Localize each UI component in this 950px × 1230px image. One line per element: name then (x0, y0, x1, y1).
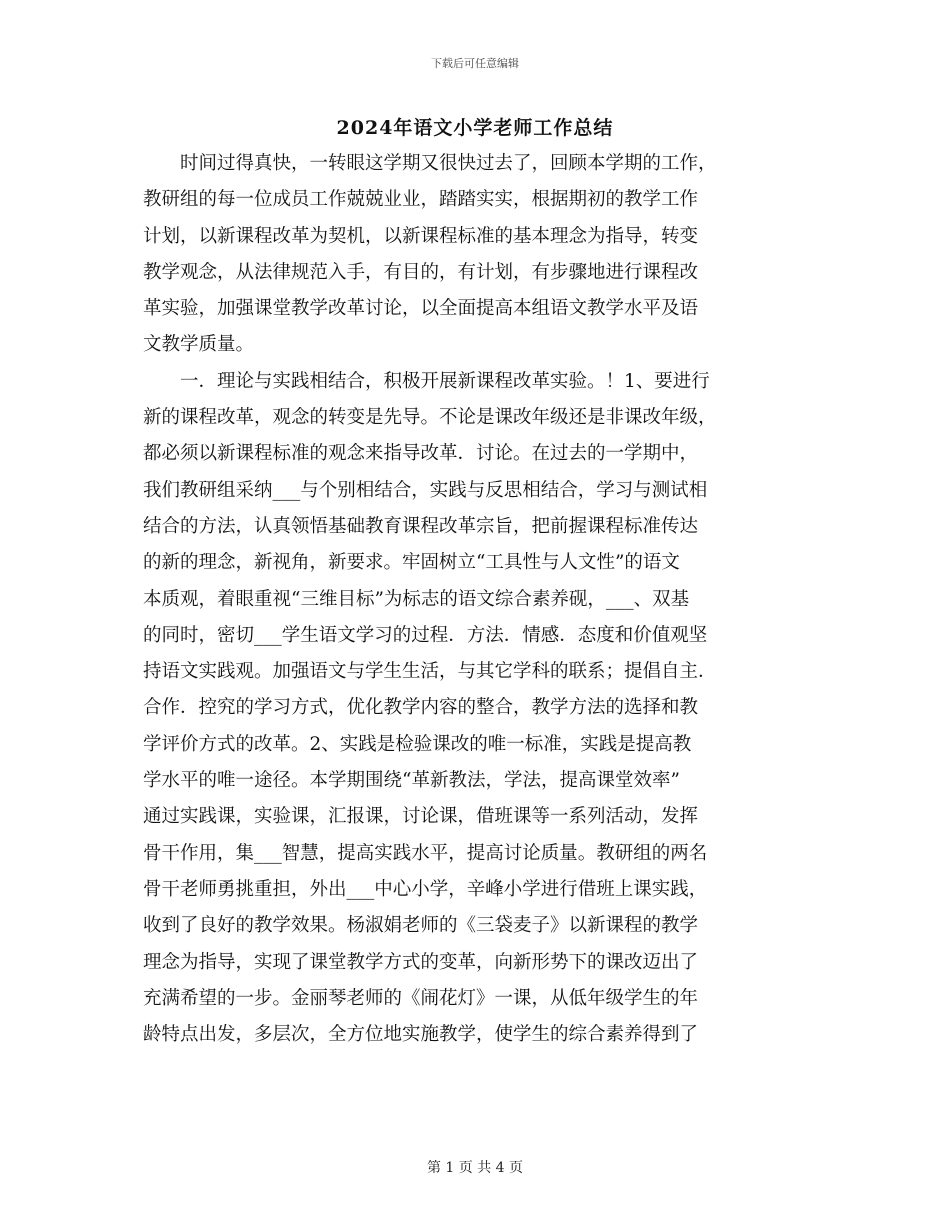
page-footer: 第 1 页 共 4 页 (426, 1160, 524, 1176)
body-line: 革实验，加强课堂教学改革讨论，以全面提高本组语文教学水平及语 (143, 298, 699, 320)
page-header: 下载后可任意编辑 (431, 57, 519, 70)
body-line: 教研组的每一位成员工作兢兢业业，踏踏实实，根据期初的教学工作 (143, 189, 699, 211)
body-line: 学评价方式的改革。2、实践是检验课改的唯一标准，实践是提高教 (143, 733, 692, 755)
body-line: 通过实践课，实验课，汇报课，讨论课，借班课等一系列活动，发挥 (143, 806, 699, 828)
body-line: 学水平的唯一途径。本学期围绕“革新教法，学法，提高课堂效率” (143, 770, 680, 792)
body-line: 我们教研组采纳___与个别相结合，实践与反思相结合，学习与测试相 (143, 479, 708, 501)
body-line: 龄特点出发，多层次，全方位地实施教学，使学生的综合素养得到了 (143, 1024, 699, 1046)
body-line: 持语文实践观。加强语文与学生生活，与其它学科的联系；提倡自主． (143, 661, 717, 683)
body-line: 计划，以新课程改革为契机，以新课程标准的基本理念为指导，转变 (143, 225, 699, 247)
body-line: 的同时，密切___学生语文学习的过程．方法．情感．态度和价值观坚 (143, 624, 708, 646)
body-line: 都必须以新课程标准的观念来指导改革．讨论。在过去的一学期中， (143, 443, 699, 465)
body-line: 新的课程改革，观念的转变是先导。不论是课改年级还是非课改年级， (143, 407, 717, 429)
document-title: 2024年语文小学老师工作总结 (336, 117, 614, 139)
body-line: 结合的方法，认真领悟基础教育课程改革宗旨，把前握课程标准传达 (143, 515, 699, 537)
body-line: 时间过得真快，一转眼这学期又很快过去了，回顾本学期的工作， (143, 153, 717, 174)
body-line: 骨干作用，集___智慧，提高实践水平，提高讨论质量。教研组的两名 (143, 842, 708, 864)
body-line: 合作．控究的学习方式，优化教学内容的整合，教学方法的选择和教 (143, 697, 699, 719)
body-line: 理念为指导，实现了课堂教学方式的变革，向新形势下的课改迈出了 (143, 951, 699, 973)
body-line: 的新的理念，新视角，新要求。牢固树立“工具性与人文性”的语文 (143, 552, 680, 574)
body-line: 充满希望的一步。金丽琴老师的《闹花灯》一课，从低年级学生的年 (143, 987, 699, 1009)
body-line: 教学观念，从法律规范入手，有目的，有计划，有步骤地进行课程改 (143, 261, 699, 283)
document-body (143, 146, 807, 1053)
body-line: 文教学质量。 (143, 334, 255, 356)
body-line: 一．理论与实践相结合，积极开展新课程改革实验。！1、要进行 (143, 370, 710, 392)
body-line: 本质观，着眼重视“三维目标”为标志的语文综合素养砚，___、双基 (143, 588, 690, 610)
body-line: 收到了良好的教学效果。杨淑娟老师的《三袋麦子》以新课程的教学 (143, 915, 699, 937)
body-line: 骨干老师勇挑重担，外出___中心小学，辛峰小学进行借班上课实践， (143, 878, 708, 900)
